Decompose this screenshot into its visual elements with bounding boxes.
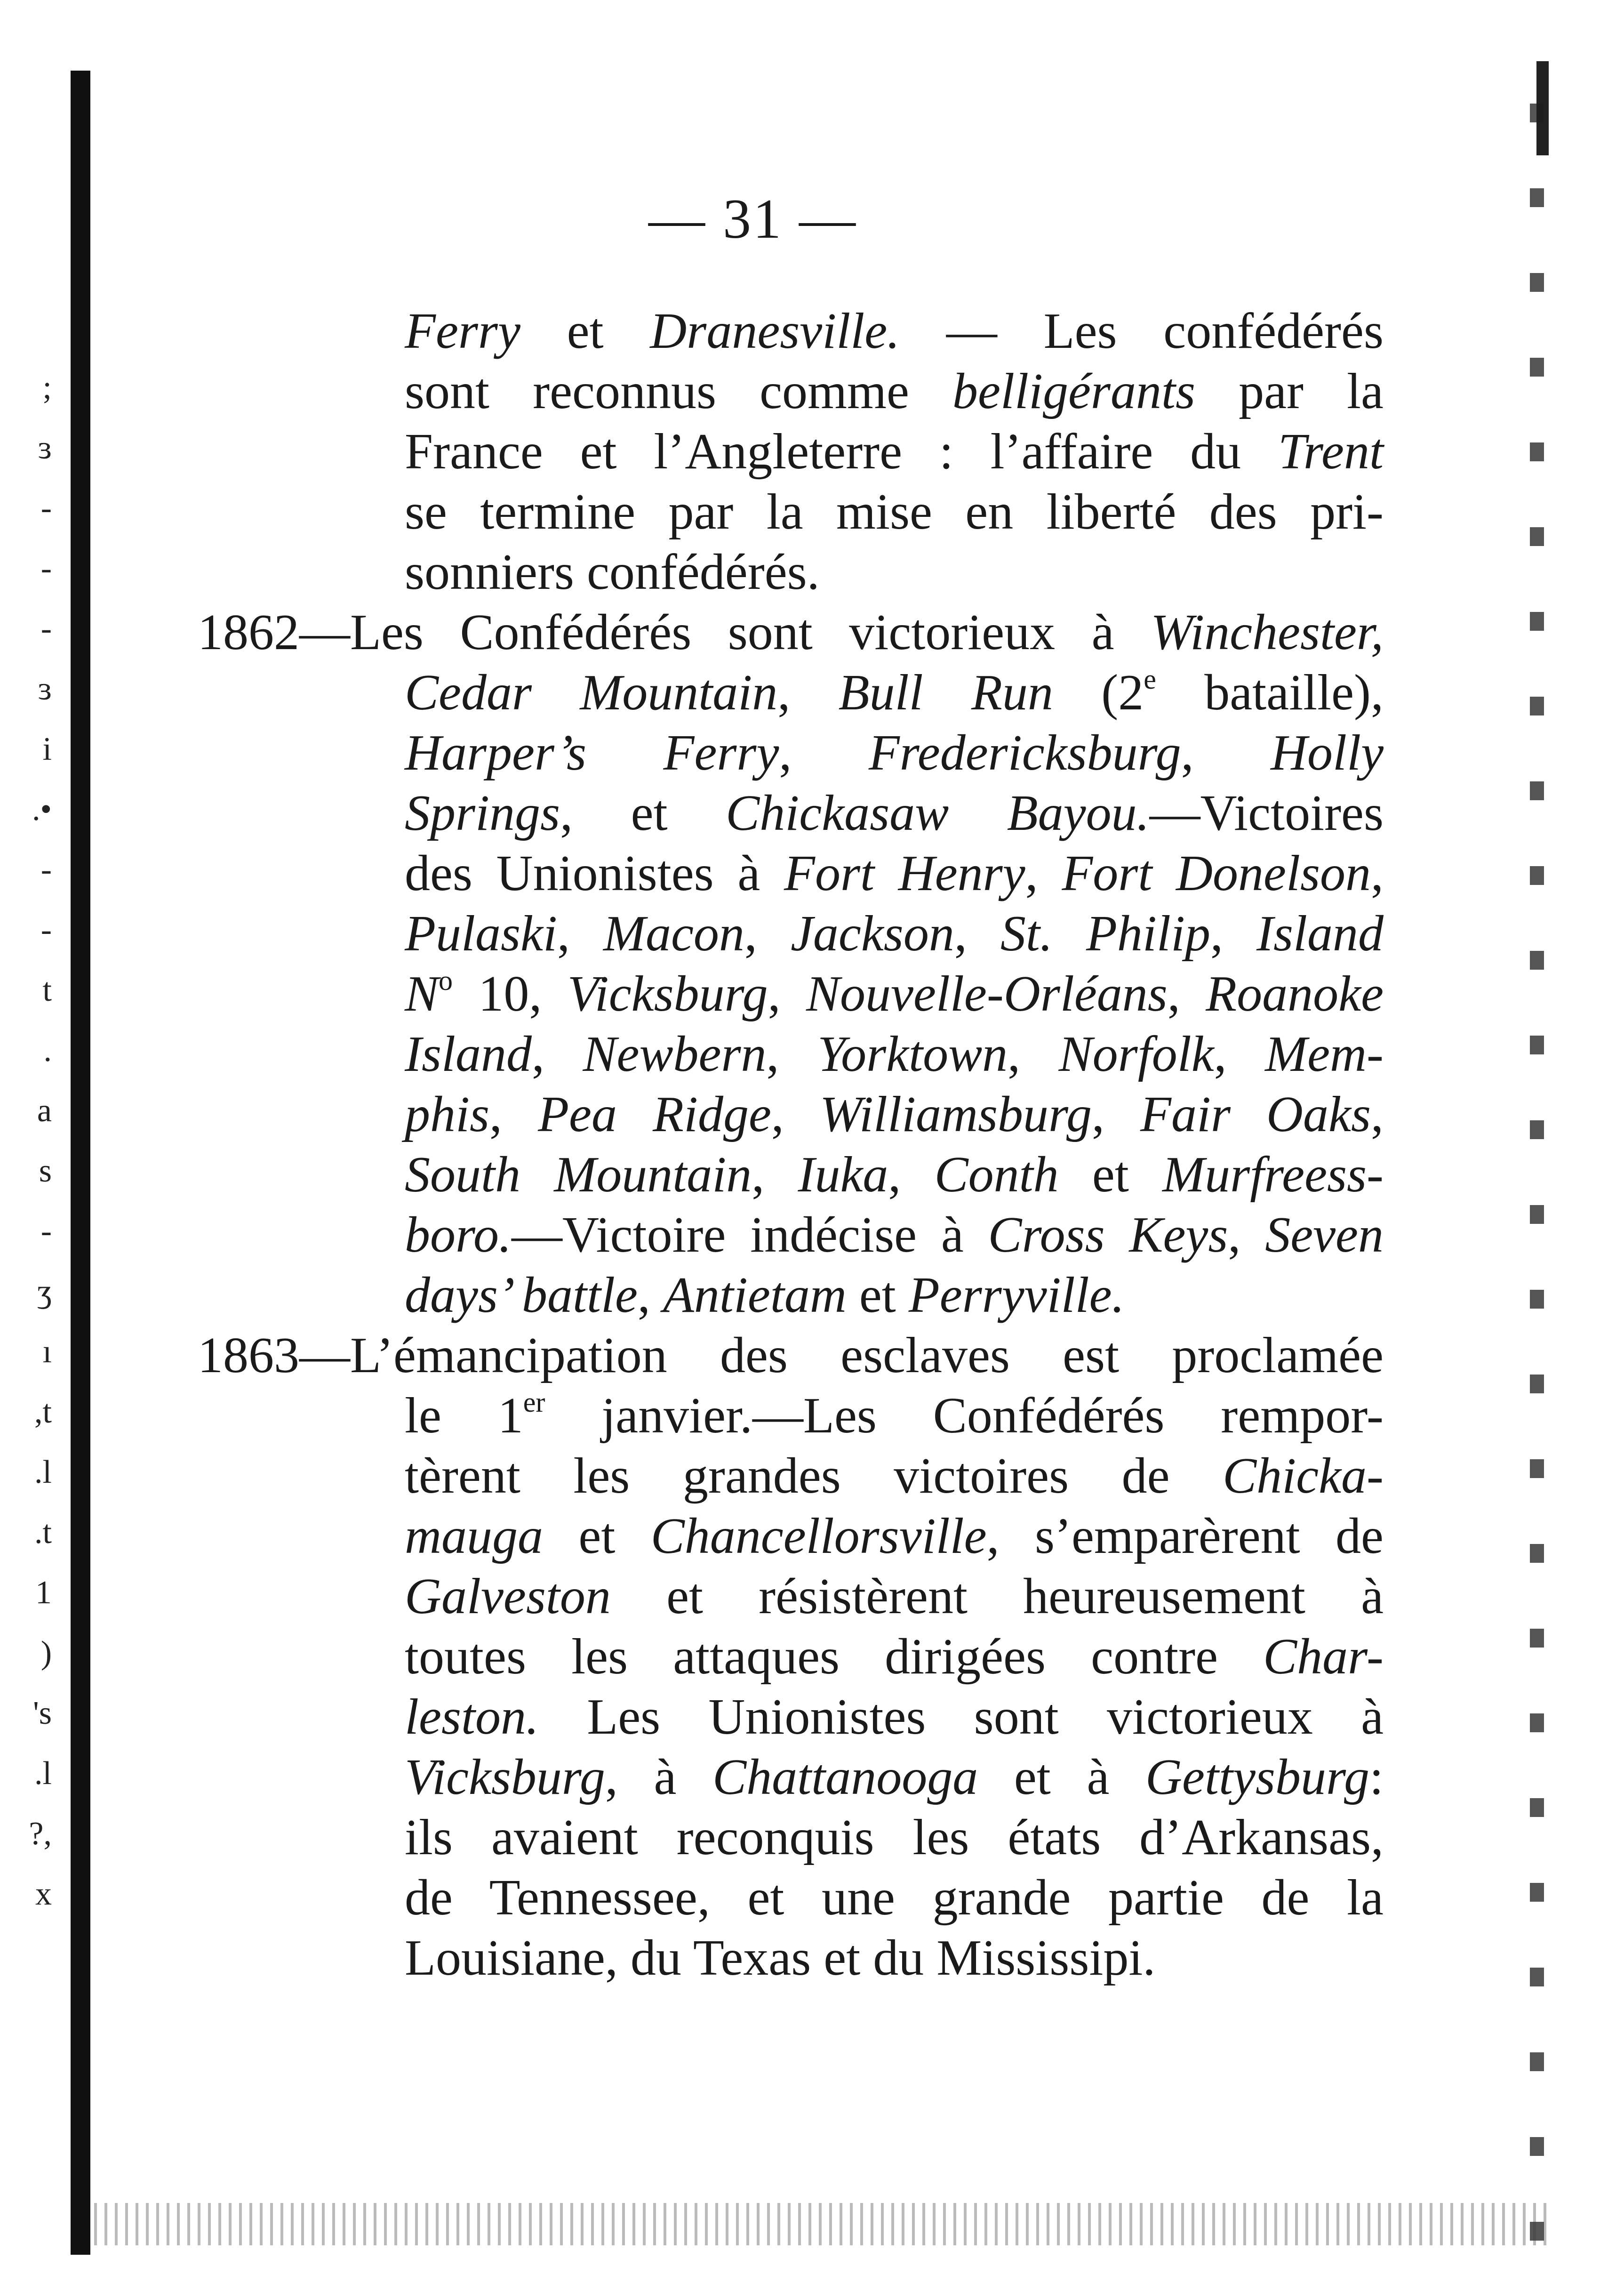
bleed-char: .l <box>34 1454 52 1490</box>
text-line: days’ battle, Antietam et Perryville. <box>405 1267 1125 1323</box>
binding-spine <box>71 71 90 2255</box>
bottom-scan-noise <box>94 2203 1548 2245</box>
text-line: Galveston et résistèrent heureusement à <box>405 1568 1384 1624</box>
text-line: se termine par la mise en liberté des pri- <box>405 484 1384 540</box>
text-line: leston. Les Unionistes sont victorieux à <box>405 1689 1384 1745</box>
text-line: Pulaski, Macon, Jackson, St. Philip, Island <box>405 906 1384 962</box>
bleed-char: - <box>40 1213 52 1249</box>
text-line: Harper’s Ferry, Fredericksburg, Holly <box>405 725 1384 781</box>
text-line: Louisiane, du Texas et du Mississipi. <box>405 1930 1156 1986</box>
year-entry-line: 1862—Les Confédérés sont victorieux à Winchester, <box>198 604 1384 660</box>
text-line: Vicksburg, à Chattanooga et à Gettysburg: <box>405 1749 1384 1805</box>
bleed-char: ɜ <box>38 430 52 466</box>
bleed-char: s <box>39 1153 52 1189</box>
bleed-char: - <box>40 611 52 647</box>
bleed-char: ʒ <box>37 1273 52 1310</box>
right-page-edge <box>1530 38 1544 2250</box>
bleed-char: - <box>40 852 52 888</box>
bleed-char: .l <box>34 1755 52 1792</box>
text-line: mauga et Chancellorsville, s’emparèrent de <box>405 1508 1384 1564</box>
bleed-char: .t <box>34 1514 52 1551</box>
text-line: ils avaient reconquis les états d’Arkansas, <box>405 1809 1384 1865</box>
bleed-char: . <box>43 1032 52 1069</box>
bleed-char: ı <box>42 1334 52 1370</box>
bleed-char: ,t <box>34 1394 52 1430</box>
bleed-char: ) <box>40 1635 52 1671</box>
bleed-char: - <box>40 490 52 526</box>
text-line: $N^o$ 10, Vicksburg, Nouvelle-Orléans, Roanoke <box>405 965 1384 1022</box>
bleed-char: t <box>42 972 52 1008</box>
bleed-char: ɜ <box>38 671 52 707</box>
bleed-char: ?, <box>29 1816 52 1852</box>
bleed-char: - <box>40 912 52 948</box>
text-line: South Mountain, Iuka, Conth et Murfreess- <box>405 1147 1384 1203</box>
bleed-char: x <box>35 1876 52 1912</box>
bleed-char: i <box>42 731 52 767</box>
year-entry-line: 1863—L’émancipation des esclaves est proclamée <box>198 1327 1384 1383</box>
text-line: des Unionistes à Fort Henry, Fort Donelson, <box>405 845 1384 901</box>
bleed-char: 1 <box>35 1575 52 1611</box>
year-label: 1862 <box>198 604 299 660</box>
text-line: sonniers confédérés. <box>405 544 820 600</box>
text-line: Springs, et Chickasaw Bayou.—Victoires <box>405 785 1384 841</box>
text-line: phis, Pea Ridge, Williamsburg, Fair Oaks, <box>405 1086 1384 1142</box>
text-line: Cedar Mountain, Bull Run (2e bataille), <box>405 664 1384 721</box>
facing-page-bleed <box>0 358 61 2005</box>
text-line: sont reconnus comme belligérants par la <box>405 363 1384 419</box>
text-line: Island, Newbern, Yorktown, Norfolk, Mem- <box>405 1026 1384 1082</box>
text-line: le 1er janvier.—Les Confédérés rempor- <box>405 1387 1384 1444</box>
bleed-char: ; <box>42 370 52 406</box>
text-line: boro.—Victoire indécise à Cross Keys, Seven <box>405 1207 1384 1263</box>
text-line: France et l’Angleterre : l’affaire du Trent <box>405 424 1384 480</box>
text-line: de Tennessee, et une grande partie de la <box>405 1870 1384 1926</box>
bleed-char: .• <box>32 791 52 828</box>
bleed-char: 's <box>33 1695 52 1731</box>
bleed-char: - <box>40 550 52 587</box>
text-line: toutes les attaques dirigées contre Char- <box>405 1629 1384 1685</box>
bleed-char: a <box>37 1093 52 1129</box>
chronology-text <box>198 301 1384 1988</box>
year-label: 1863 <box>198 1327 299 1383</box>
text-line: tèrent les grandes victoires de Chicka- <box>405 1448 1384 1504</box>
text-line: Ferry et Dranesville. — Les confédérés <box>405 303 1384 359</box>
page-number: — 31 — <box>648 187 857 250</box>
